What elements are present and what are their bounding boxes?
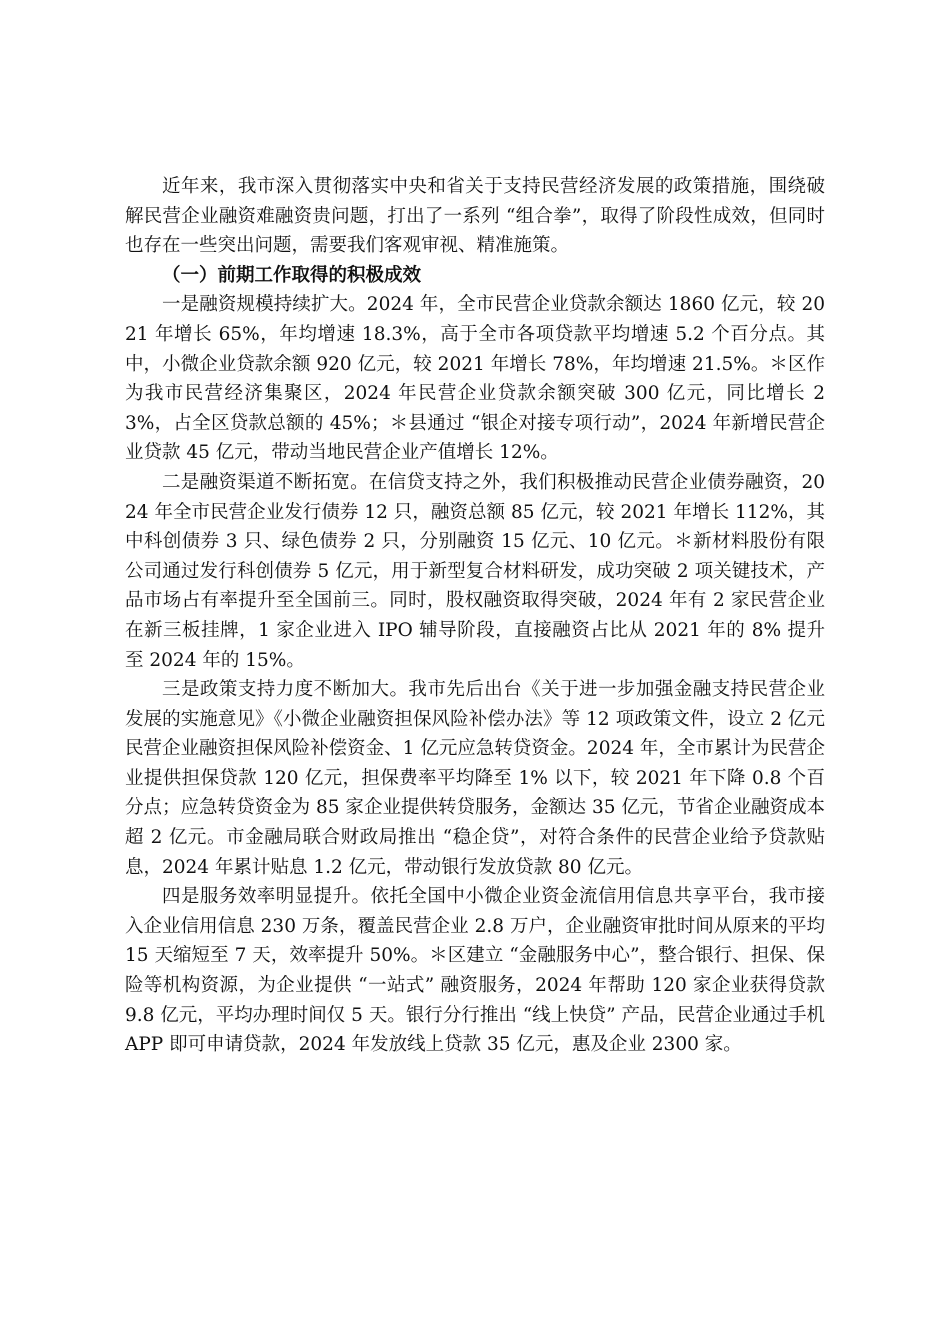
document-page (125, 172, 825, 1060)
section-heading: （一）前期工作取得的积极成效 (162, 264, 422, 286)
paragraph-service-efficiency: 四是服务效率明显提升。依托全国中小微企业资金流信用信息共享平台，我市接入企业信用信息 230 万条，覆盖民营企业 2.8 万户，企业融资审批时间从原来的平均 15 天缩短至 7 天，效率提升 50%。＊区建立 “金融服务中心”，整合银行、担保、保险等机构资源，为企业提供 “一站式” 融资服务，2024 年帮助 120 家企业获得贷款 9.8 亿元，平均办理时间仅 5 天。银行分行推出 “线上快贷” 产品，民营企业通过手机 APP 即可申请贷款，2024 年发放线上贷款 35 亿元，惠及企业 2300 家。 (125, 886, 826, 1056)
paragraph-financing-scale: 一是融资规模持续扩大。2024 年，全市民营企业贷款余额达 1860 亿元，较 2021 年增长 65%，年均增速 18.3%，高于全市各项贷款平均增速 5.2 个百分点。其中，小微企业贷款余额 920 亿元，较 2021 年增长 78%，年均增速 21.5%。＊区作为我市民营经济集聚区，2024 年民营企业贷款余额突破 300 亿元，同比增长 23%，占全区贷款总额的 45%；＊县通过 “银企对接专项行动”，2024 年新增民营企业贷款 45 亿元，带动当地民营企业产值增长 12%。 (125, 294, 825, 464)
intro-paragraph: 近年来，我市深入贯彻落实中央和省关于支持民营经济发展的政策措施，围绕破解民营企业融资难融资贵问题，打出了一系列 “组合拳”，取得了阶段性成效，但同时也存在一些突出问题，需要我们客观审视、精准施策。 (125, 176, 825, 257)
paragraph-financing-channels: 二是融资渠道不断拓宽。在信贷支持之外，我们积极推动民营企业债券融资，2024 年全市民营企业发行债券 12 只，融资总额 85 亿元，较 2021 年增长 112%，其中科创债券 3 只、绿色债券 2 只，分别融资 15 亿元、10 亿元。＊新材料股份有限公司通过发行科创债券 5 亿元，用于新型复合材料研发，成功突破 2 项关键技术，产品市场占有率提升至全国前三。同时，股权融资取得突破，2024 年有 2 家民营企业在新三板挂牌，1 家企业进入 IPO 辅导阶段，直接融资占比从 2021 年的 8% 提升至 2024 年的 15%。 (125, 471, 825, 671)
paragraph-policy-support: 三是政策支持力度不断加大。我市先后出台《关于进一步加强金融支持民营企业发展的实施意见》《小微企业融资担保风险补偿办法》等 12 项政策文件，设立 2 亿元民营企业融资担保风险补偿资金、1 亿元应急转贷资金。2024 年，全市累计为民营企业提供担保贷款 120 亿元，担保费率平均降至 1% 以下，较 2021 年下降 0.8 个百分点；应急转贷资金为 85 家企业提供转贷服务，金额达 35 亿元，节省企业融资成本超 2 亿元。市金融局联合财政局推出 “稳企贷”，对符合条件的民营企业给予贷款贴息，2024 年累计贴息 1.2 亿元，带动银行发放贷款 80 亿元。 (125, 679, 825, 878)
